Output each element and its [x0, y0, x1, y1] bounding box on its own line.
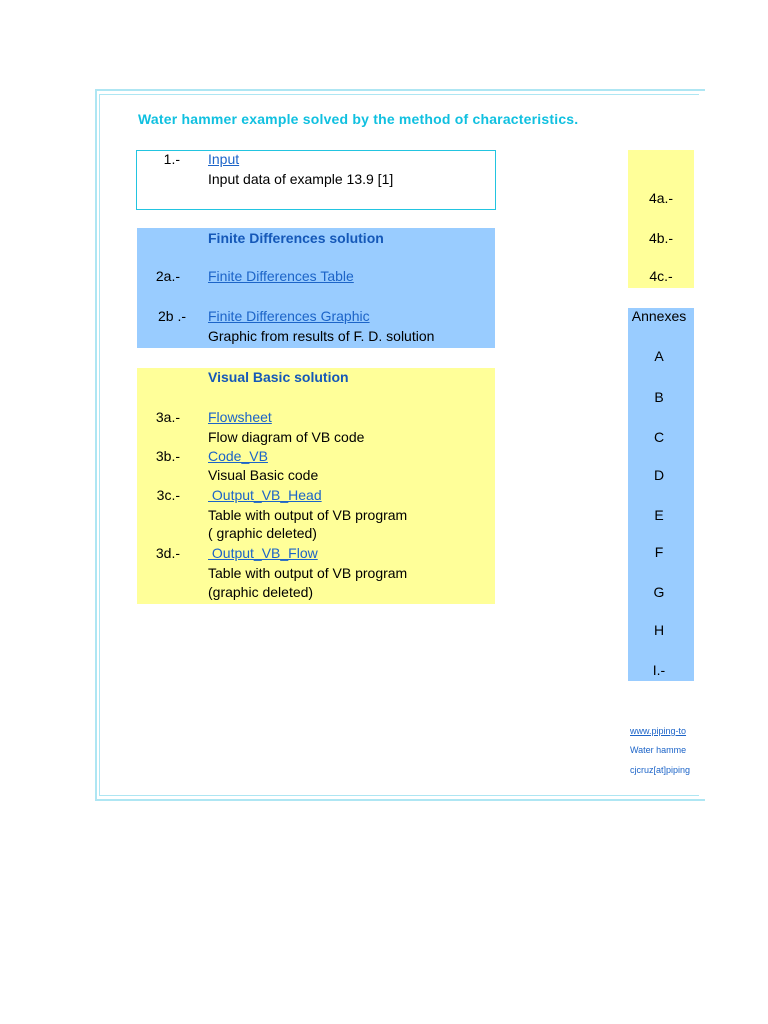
- finite-differences-graphic-link[interactable]: Finite Differences Graphic: [208, 308, 370, 324]
- website-link[interactable]: www.piping-to: [630, 726, 687, 736]
- item-number-3b: 3b.-: [155, 448, 180, 464]
- annex-h: H: [653, 622, 665, 638]
- output-vb-flow-note: (graphic deleted): [208, 584, 314, 600]
- item-number-3d: 3d.-: [155, 545, 180, 561]
- input-description: Input data of example 13.9 [1]: [208, 171, 394, 187]
- annex-a: A: [654, 348, 664, 364]
- output-vb-flow-description: Table with output of VB program: [208, 565, 408, 581]
- output-vb-head-link[interactable]: Output_VB_Head: [208, 487, 322, 503]
- code-vb-link[interactable]: Code_VB: [208, 448, 268, 464]
- input-link[interactable]: Input: [208, 151, 240, 167]
- contact-email: cjcruz[at]piping: [630, 765, 691, 775]
- flowsheet-link[interactable]: Flowsheet: [208, 409, 272, 425]
- output-vb-head-description: Table with output of VB program: [208, 507, 408, 523]
- flowsheet-description: Flow diagram of VB code: [208, 429, 365, 445]
- item-number-2b: 2b .-: [157, 308, 186, 324]
- visual-basic-heading: Visual Basic solution: [208, 369, 349, 385]
- annex-i: I.-: [652, 662, 666, 678]
- footer-caption: Water hamme: [630, 745, 687, 755]
- annex-b: B: [654, 389, 664, 405]
- output-vb-head-note: ( graphic deleted): [208, 525, 317, 541]
- annexes-heading: Annexes: [631, 308, 687, 324]
- finite-differences-heading: Finite Differences solution: [208, 230, 384, 246]
- page-title: Water hammer example solved by the method of characteristics.: [138, 111, 579, 127]
- annex-f: F: [654, 544, 664, 560]
- output-vb-flow-link[interactable]: Output_VB_Flow: [208, 545, 318, 561]
- item-number-3c: 3c.-: [156, 487, 180, 503]
- item-number-2a: 2a.-: [155, 268, 180, 284]
- annex-d: D: [653, 467, 665, 483]
- item-number-4c: 4c.-: [649, 268, 673, 284]
- finite-differences-table-link[interactable]: Finite Differences Table: [208, 268, 354, 284]
- annex-g: G: [653, 584, 665, 600]
- annex-c: C: [653, 429, 665, 445]
- code-vb-description: Visual Basic code: [208, 467, 319, 483]
- item-number-3a: 3a.-: [155, 409, 180, 425]
- annex-e: E: [654, 507, 664, 523]
- finite-differences-graphic-description: Graphic from results of F. D. solution: [208, 328, 435, 344]
- item-number-4a: 4a.-: [648, 190, 674, 206]
- item-number-4b: 4b.-: [648, 230, 674, 246]
- item-number-1: 1.-: [163, 151, 180, 167]
